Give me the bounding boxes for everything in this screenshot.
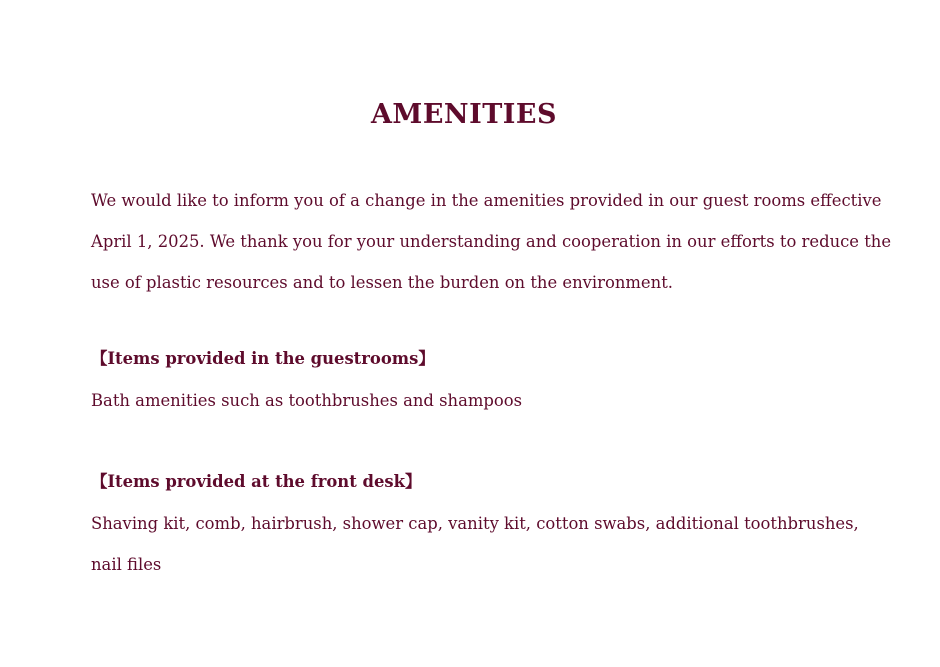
front-desk-items-line: nail files — [91, 555, 162, 574]
guestroom-items-line: Bath amenities such as toothbrushes and shampoos — [91, 391, 523, 410]
front-desk-items-line: Shaving kit, comb, hairbrush, shower cap, vanity kit, cotton swabs, additional toothbrushes, — [91, 514, 859, 533]
front-desk-items-heading: 【Items provided at the front desk】 — [91, 472, 422, 491]
page-title: AMENITIES — [370, 99, 558, 130]
intro-line: April 1, 2025. We thank you for your understanding and cooperation in our efforts to reduce the — [91, 232, 892, 251]
intro-line: use of plastic resources and to lessen the burden on the environment. — [91, 273, 673, 292]
front-desk-items-text — [91, 503, 859, 585]
intro-paragraph — [91, 180, 892, 303]
guestroom-items-text — [91, 380, 522, 421]
intro-line: We would like to inform you of a change in the amenities provided in our guest rooms effective — [91, 191, 882, 210]
guestroom-items-heading: 【Items provided in the guestrooms】 — [91, 349, 435, 368]
